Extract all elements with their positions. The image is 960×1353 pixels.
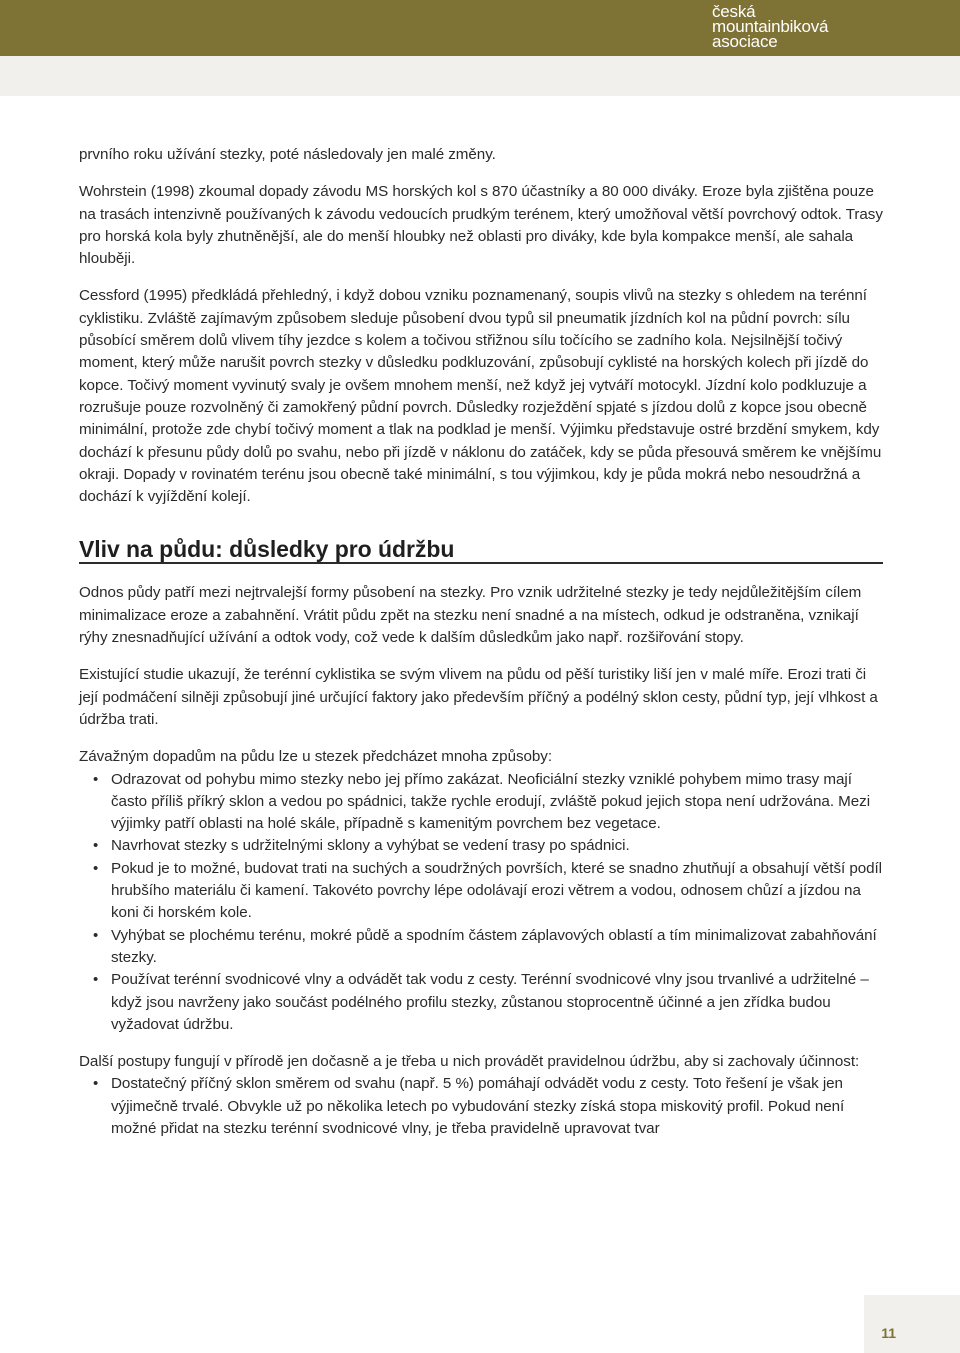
maintenance-list <box>79 1073 883 1140</box>
list-item <box>79 1073 883 1140</box>
logo-line-1: česká <box>712 2 756 21</box>
bullet-icon: • <box>93 837 99 855</box>
list-item-text: Odrazovat od pohybu mimo stezky nebo jej přímo zakázat. Neoficiální stezky vzniklé pohybem mimo trasy mají často příliš příkrý sklon a vedou po spádnici, takže rychle erodují, zvláště pokud jejich stopa není udržována. Mezi výjimky patří oblasti na holé skále, případně s kamenitým povrchem bez vegetace. <box>111 770 871 833</box>
list-item <box>79 969 883 1036</box>
section-heading <box>79 534 883 568</box>
list-item <box>79 858 883 925</box>
list-item-text: Navrhovat stezky s udržitelnými sklony a vyhýbat se vedení trasy po spádnici. <box>111 837 630 855</box>
list-item <box>79 925 883 970</box>
bullet-icon: • <box>93 859 99 877</box>
paragraph: Wohrstein (1998) zkoumal dopady závodu MS horských kol s 870 účastníky a 80 000 diváky. Eroze byla zjištěna pouze na trasách intenzivně používaných k závodu vedoucích prudkým terénem, který umožňoval větší povrchový odtok. Trasy pro horská kola byly zhutněnější, ale do menší hloubky než oblasti pro diváky, kde byla kompakce menší, ale sahala hlouběji. <box>79 183 883 268</box>
paragraph: Odnos půdy patří mezi nejtrvalejší formy působení na stezky. Pro vznik udržitelné stezky je tedy nejdůležitějším cílem minimalizace eroze a zabahnění. Vrátit půdu zpět na stezku není snadné a na místech, odkud je odstraněna, vznikají rýhy znesnadňující užívání a odtok vody, což vede k dalším důsledkům jako např. rozšiřování stopy. <box>79 584 862 647</box>
paragraph: Existující studie ukazují, že terénní cyklistika se svým vlivem na půdu od pěší turistiky liší jen v malé míře. Erozi trati či její podmáčení silněji způsobují jiné určující faktory jako především příčný a podélný sklon cesty, půdní typ, její vlhkost a údržba trati. <box>79 666 878 728</box>
bullet-icon: • <box>93 971 99 989</box>
header-bar <box>0 0 960 56</box>
logo-line-3: asociace <box>712 32 778 51</box>
bullet-icon: • <box>93 1075 99 1093</box>
page-content <box>79 144 883 1155</box>
list-item <box>79 835 883 857</box>
footer-band <box>864 1295 960 1353</box>
paragraph: Závažným dopadům na půdu lze u stezek předcházet mnoha způsoby: <box>79 748 553 766</box>
list-item-text: Dostatečný příčný sklon směrem od svahu (např. 5 %) pomáhají odvádět vodu z cesty. Toto řešení je však jen výjimečně trvalé. Obvykle už po několika letech po vybudování stezky získá stopa miskovitý profil. Pokud není možné přidat na stezku terénní svodnicové vlny, je třeba pravidelně upravovat tvar <box>111 1075 845 1137</box>
page-number: 11 <box>881 1325 896 1341</box>
bullet-icon: • <box>93 926 99 944</box>
header-band <box>0 56 960 96</box>
paragraph: Další postupy fungují v přírodě jen dočasně a je třeba u nich provádět pravidelnou údržbu, aby si zachovaly účinnost: <box>79 1053 860 1071</box>
bullet-icon: • <box>93 770 99 788</box>
section-title: Vliv na půdu: důsledky pro údržbu <box>79 536 455 563</box>
heading-underline <box>79 562 883 564</box>
paragraph: Cessford (1995) předkládá přehledný, i když dobou vzniku poznamenaný, soupis vlivů na stezky s ohledem na terénní cyklistiku. Zvláště zajímavým způsobem sleduje působení dvou typů sil pneumatik jízdních kol na půdní povrch: sílu působící směrem dolů vlivem tíhy jezdce s kolem a točivou střižnou sílu točícího se zadního kola. Nejsilnější točivý moment, který může narušit povrch stezky v důsledku podkluzování, způsobují cyklisté na horských kolech při jízdě do kopce. Točivý moment vyvinutý svaly je ovšem mnohem menší, než když jej vytváří motocykl. Jízdní kolo podkluzuje a rozrušuje pouze rozvolněný či zamokřený půdní povrch. Důsledky rozježdění spjaté s jízdou dolů z kopce jsou obecně minimální, protože zde chybí točivý moment a tlak na podklad je menší. Výjimku představuje ostré brzdění smykem, kdy dochází k přesunu půdy dolů po svahu, nebo při jízdě v náklonu do zatáček, kdy se půda přesouvá směrem ke vnějšímu okraji. Dopady v rovinatém terénu jsou obecně také minimální, s tou výjimkou, kdy je půda mokrá nebo nesoudržná a dochází k vyjíždění kolejí. <box>79 287 882 506</box>
logo-line-2: mountainbiková <box>712 17 829 36</box>
association-logo <box>712 4 952 49</box>
list-item <box>79 769 883 836</box>
paragraph: prvního roku užívání stezky, poté následovaly jen malé změny. <box>79 146 496 163</box>
list-item-text: Pokud je to možné, budovat trati na suchých a soudržných površích, které se snadno zhutňují a obsahují větší podíl hrubšího materiálu či kamení. Takovéto povrchy lépe odolávají erozi větrem a vodou, odnosem chůzí a jízdou na koni či horském kole. <box>111 859 883 922</box>
list-item-text: Používat terénní svodnicové vlny a odvádět tak vodu z cesty. Terénní svodnicové vlny jsou trvanlivé a udržitelné – když jsou navrženy jako součást podélného profilu stezky, zůstanou stoprocentně účinné a jen zřídka budou vyžadovat údržbu. <box>111 971 869 1033</box>
list-item-text: Vyhýbat se plochému terénu, mokré půdě a spodním částem záplavových oblastí a tím minimalizovat zabahňování stezky. <box>111 926 877 966</box>
prevention-list <box>79 769 883 1037</box>
